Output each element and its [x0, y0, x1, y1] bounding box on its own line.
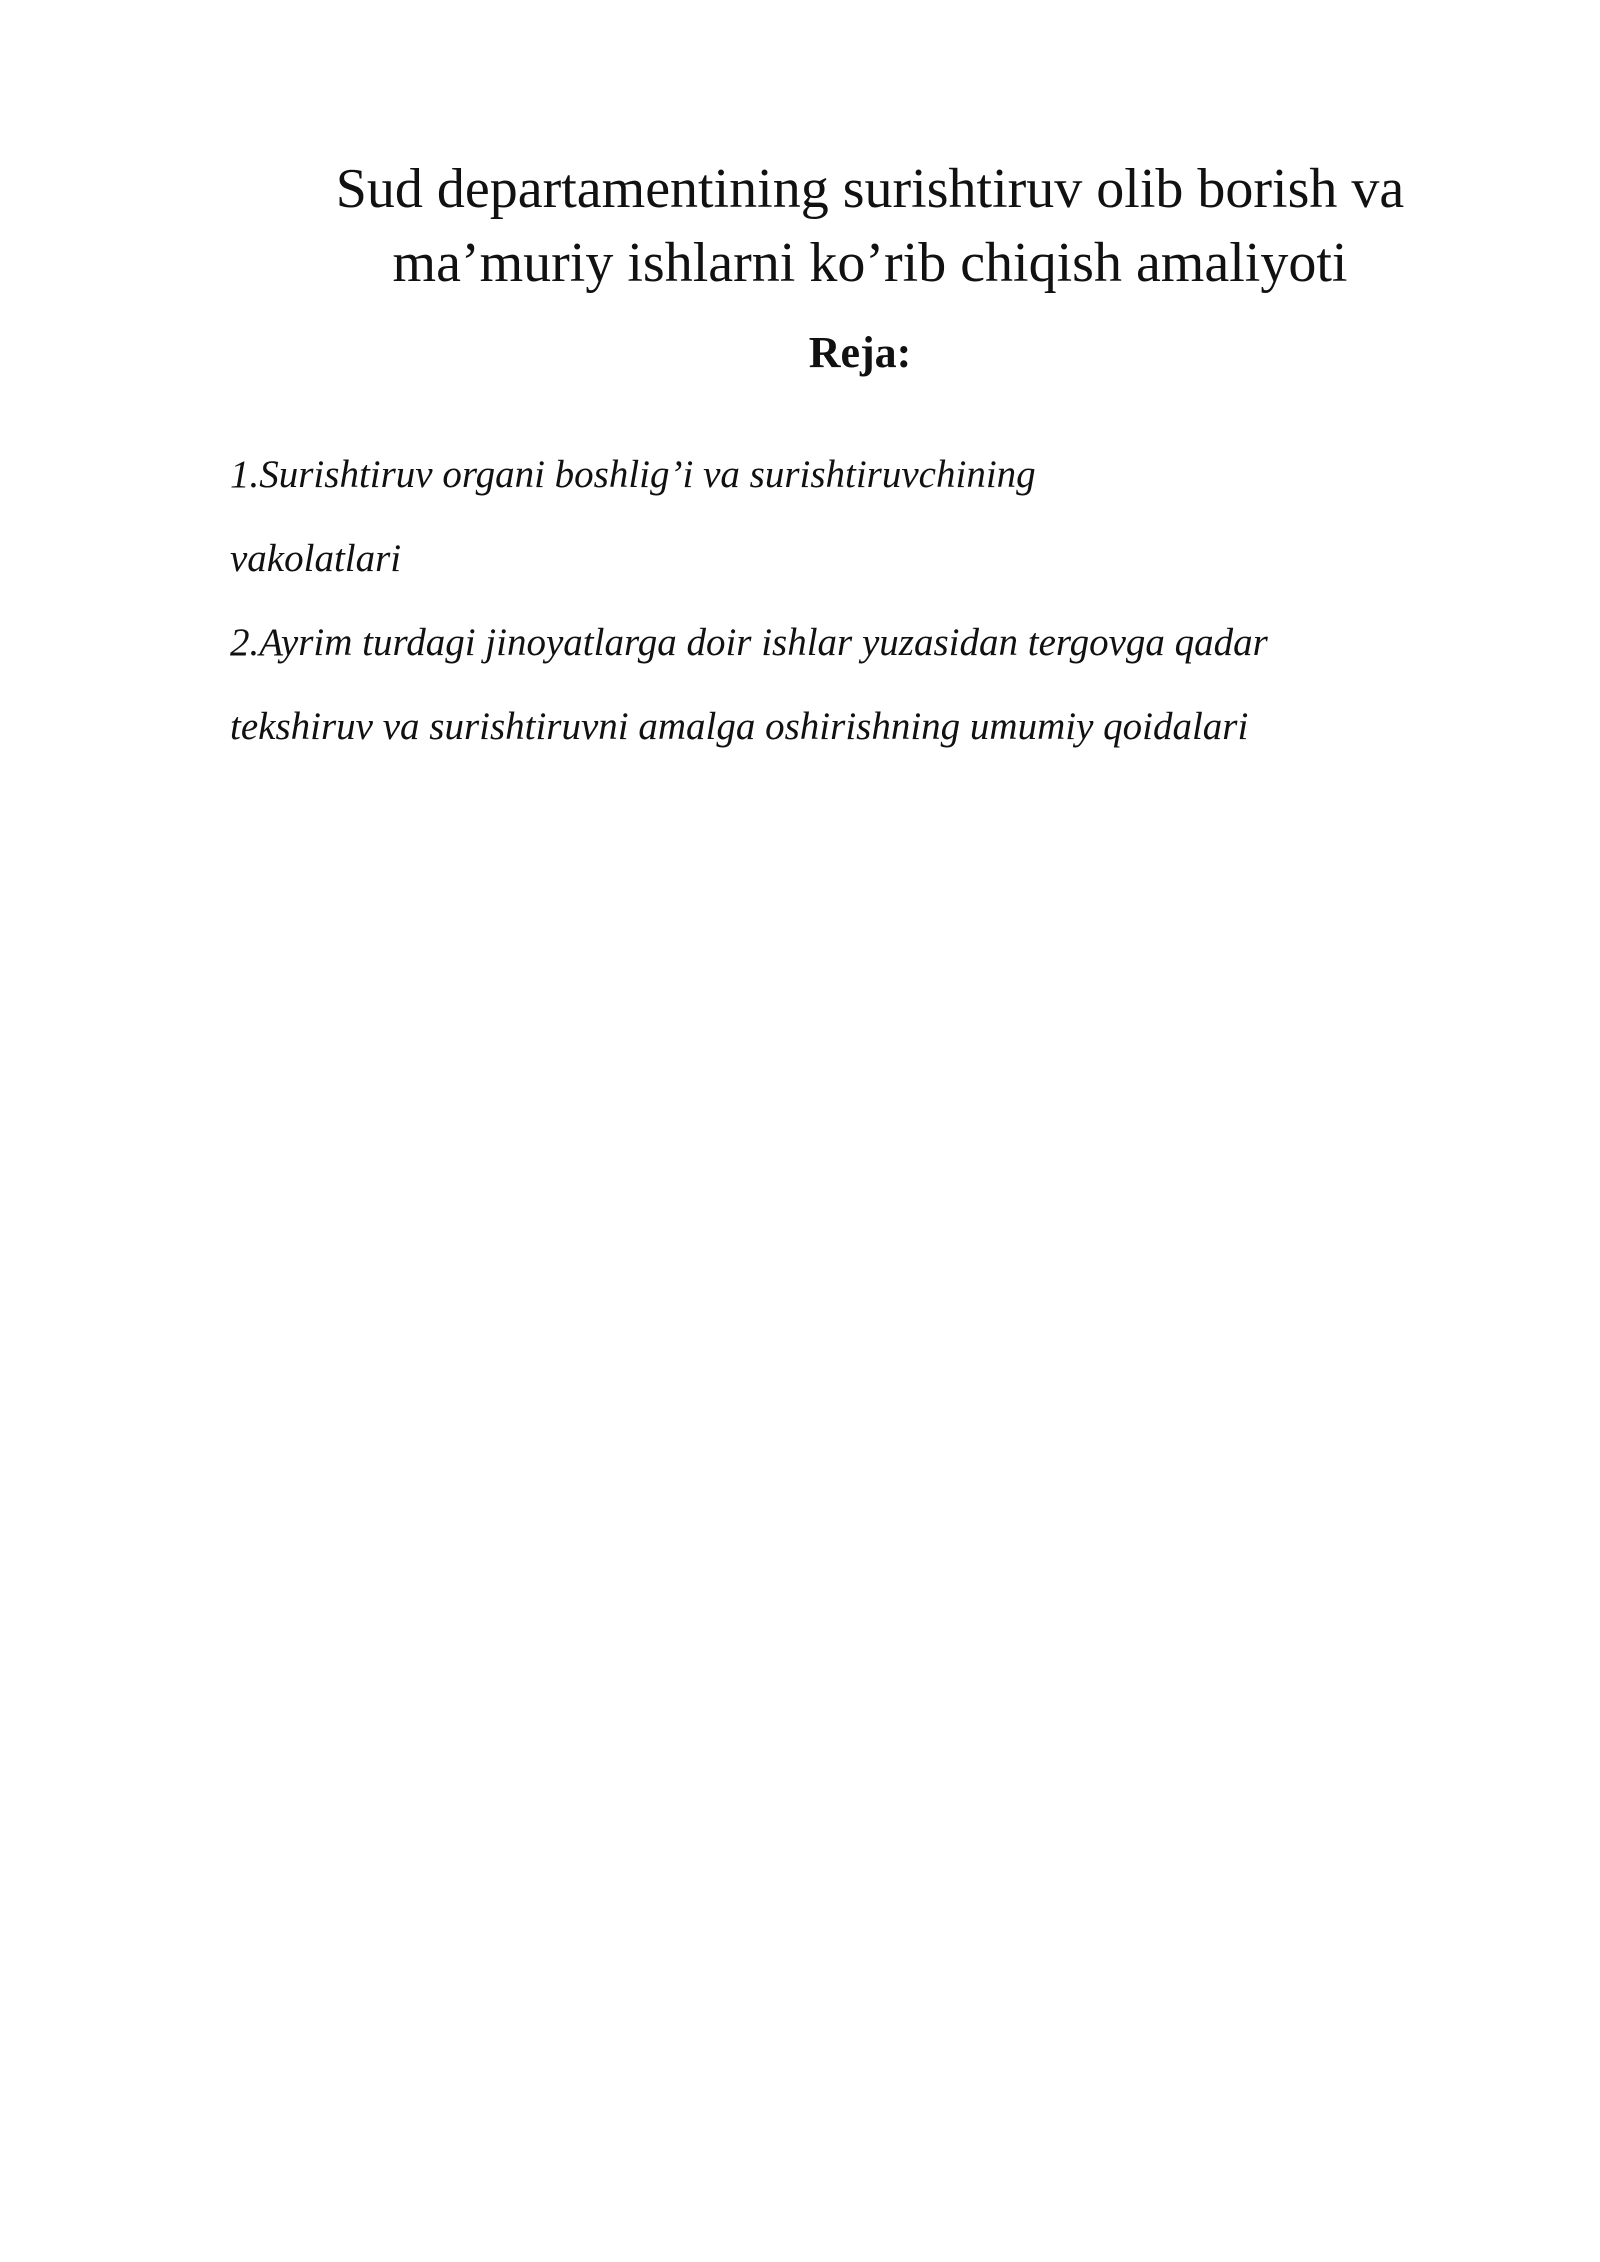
document-title-line: Sud departamentining surishtiruv olib borish va — [335, 158, 1405, 220]
plan-item-line: tekshiruv va surishtiruvni amalga oshirishning umumiy qoidalari — [230, 705, 1249, 748]
plan-item — [230, 433, 1430, 601]
document-title-line: ma’muriy ishlarni ko’rib chiqish amaliyoti — [392, 232, 1348, 294]
document-title — [230, 152, 1510, 300]
plan-list — [230, 433, 1430, 769]
plan-item-line: 2.Ayrim turdagi jinoyatlarga doir ishlar yuzasidan tergovga qadar — [230, 621, 1268, 664]
plan-item — [230, 601, 1430, 769]
plan-heading: Reja: — [808, 328, 912, 377]
plan-item-line: vakolatlari — [230, 537, 402, 580]
plan-item-line: 1.Surishtiruv organi boshlig’i va surishtiruvchining — [230, 453, 1036, 496]
